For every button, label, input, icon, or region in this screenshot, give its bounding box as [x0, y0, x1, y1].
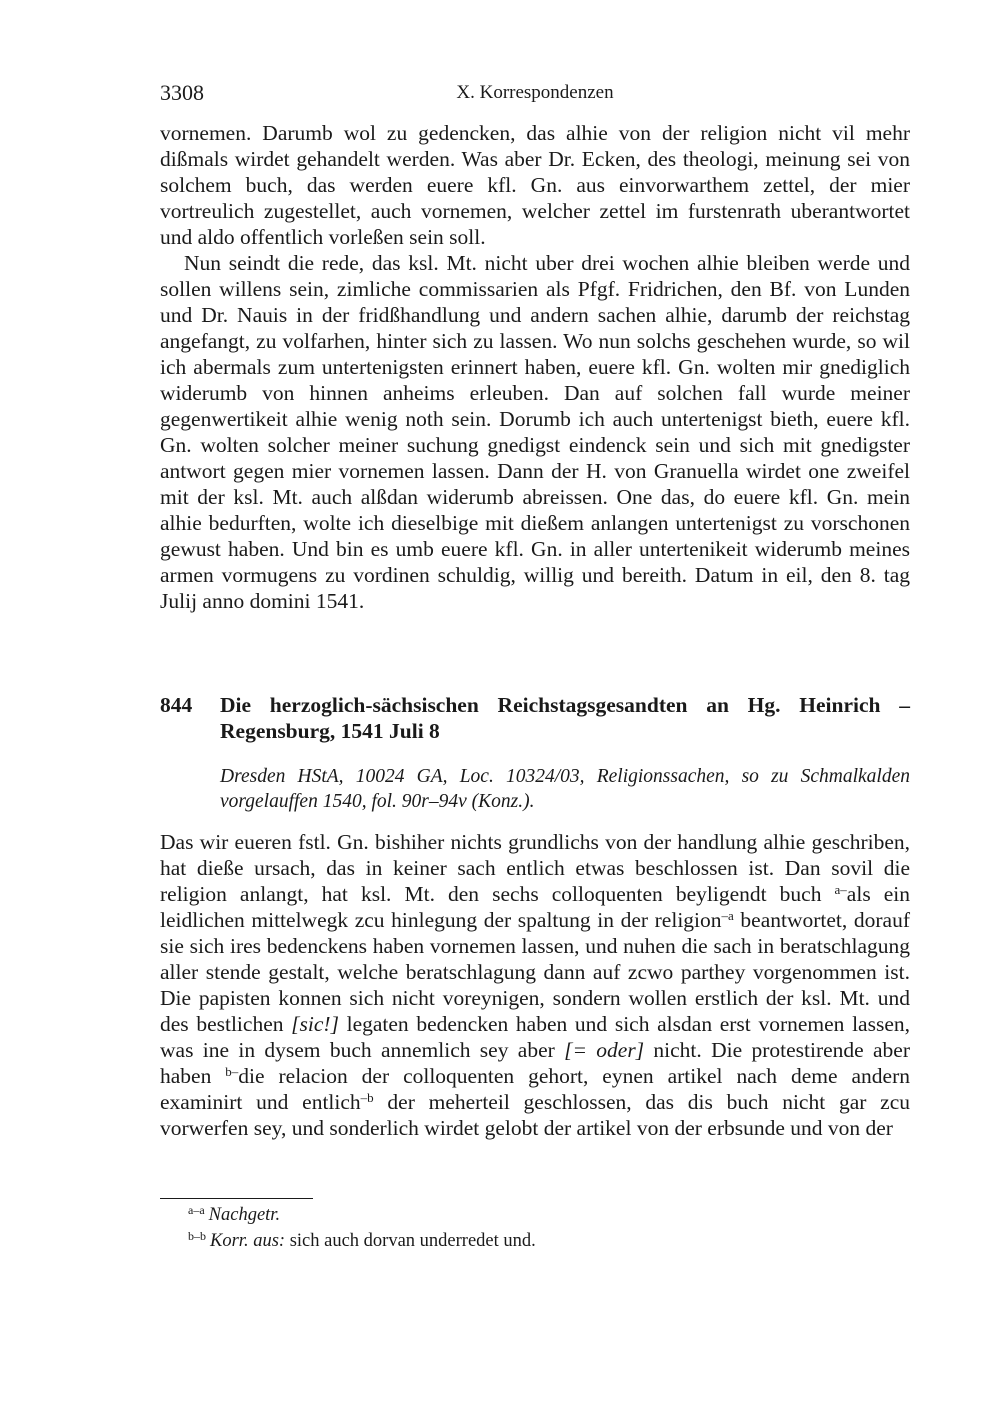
paragraph: Nun seindt die rede, das ksl. Mt. nicht uber drei wochen alhie bleiben werde und sollen willens sein, zimliche commissarien als Pfgf. Fridrichen, den Bf. von Lunden und Dr. Nauis in der fridßhandlung und andern sachen alhie, darumb der reichstag angefangt, zu volfarhen, hinter sich zu lassen. Wo nun solchs geschehen wurde, so wil ich abermals zum untertenigsten erinnert haben, euere kfl. Gn. wolten mir gnediglich widerumb von hinnen anheims erleuben. Dan auf solchen fall wurde meiner gegenwertikeit alhie wenig noth sein. Dorumb ich auch untertenigst bieth, euere kfl. Gn. wolten solcher meiner suchung gnedigst eindenck sein und sich mit gnedigster antwort gegen mier vornemen lassen. Dann der H. von Granuella wirdet one zweifel mit der ksl. Mt. auch alßdan widerumb abreissen. One das, do euere kfl. Gn. mein alhie bedurften, wolte ich dieselbige mit dießem anlangen untertenigst zu vorschonen gewust haben. Und bin es umb euere kfl. Gn. in aller untertenikeit widerumb meines armen vormugens zu vordinen schuldig, willig und bereith. Datum in eil, den 8. tag Julij anno domini 1541.	[160, 251, 910, 613]
variant-mark-b-close: –b	[360, 1090, 374, 1105]
text-run: die relacion der colloquenten gehort, eynen artikel nach deme andern examinirt und entlich	[160, 1064, 910, 1114]
footnote-mark: a–a	[188, 1203, 205, 1217]
footnotes	[188, 1202, 908, 1254]
footnote-a	[188, 1202, 908, 1228]
text-run: als ein leidlichen mittelwegk zcu hinlegung der spaltung in der religion	[160, 882, 911, 932]
document-source: Dresden HStA, 10024 GA, Loc. 10324/03, Religionssachen, so zu Schmalkalden vorgelauffen 1540, fol. 90r–94v (Konz.).	[220, 766, 910, 812]
footnote-italic: Korr. aus:	[210, 1231, 286, 1251]
letter-844-text	[160, 829, 910, 1141]
text-run: Das wir eueren fstl. Gn. bishiher nichts grundlichs von der handlung alhie geschriben, hat dieße ursach, das in keiner sach entlich etwas beschlossen ist. Dan sovil die religion anlangt, hat ksl. Mt. den sechs colloquenten beyligendt buch	[160, 830, 910, 906]
footnote-text: sich auch dorvan underredet und.	[285, 1231, 536, 1251]
variant-mark-a-close: –a	[721, 908, 734, 923]
paragraph	[160, 829, 910, 1141]
variant-mark-b-open: b–	[225, 1064, 239, 1079]
page-number: 3308	[160, 80, 204, 105]
footnote-mark: b–b	[188, 1229, 206, 1243]
letter-843-conclusion	[160, 120, 910, 614]
paragraph: vornemen. Darumb wol zu gedencken, das alhie von der religion nicht vil mehr dißmals wirdet gehandelt werden. Was aber Dr. Ecken, des theologi, meinung sei von solchem buch, das werden euere kfl. Gn. aus einvorwarthem zettel, der mier vortreulich zugestellet, auch vornemen, welcher zettel im furstenrath uberantwortet und aldo offentlich vorleßen sein soll.	[160, 121, 910, 249]
text-run: der meherteil geschlossen, das dis buch nicht gar zcu vorwerfen sey, und sonderlich wirdet gelobt der artikel von der erbsunde und von der	[160, 1090, 910, 1140]
running-title: X. Korrespondenzen	[456, 82, 614, 103]
document-number: 844	[160, 693, 193, 717]
variant-mark-a-open: a–	[834, 882, 847, 897]
text-run: legaten bedencken haben und sich alsdan erst vornemen lassen, was ine in dysem buch annemlich sey aber	[160, 1012, 910, 1062]
text-run: nicht. Die protestirende aber haben	[160, 1038, 911, 1088]
document-title: Die herzoglich-sächsischen Reichstagsgesandten an Hg. Heinrich – Regensburg, 1541 Juli 8	[220, 693, 910, 743]
footnote-rule	[160, 1198, 313, 1199]
footnote-b	[188, 1228, 908, 1254]
document-heading	[160, 692, 910, 744]
editorial-sic: [sic!]	[291, 1012, 339, 1036]
editorial-oder: [= oder]	[564, 1038, 645, 1062]
footnote-italic: Nachgetr.	[208, 1205, 281, 1225]
text-run: beantwortet, dorauf sie sich ires bedenckens haben vornemen lassen, und nuhen die sach in beratschlagung aller stende gestalt, welche beratschlagung dann auf zcwo parthey vorgenommen ist. Die papisten konnen sich nicht voreynigen, sondern wollen erstlich der ksl. Mt. und des bestlichen	[160, 908, 910, 1036]
running-head	[160, 80, 910, 108]
